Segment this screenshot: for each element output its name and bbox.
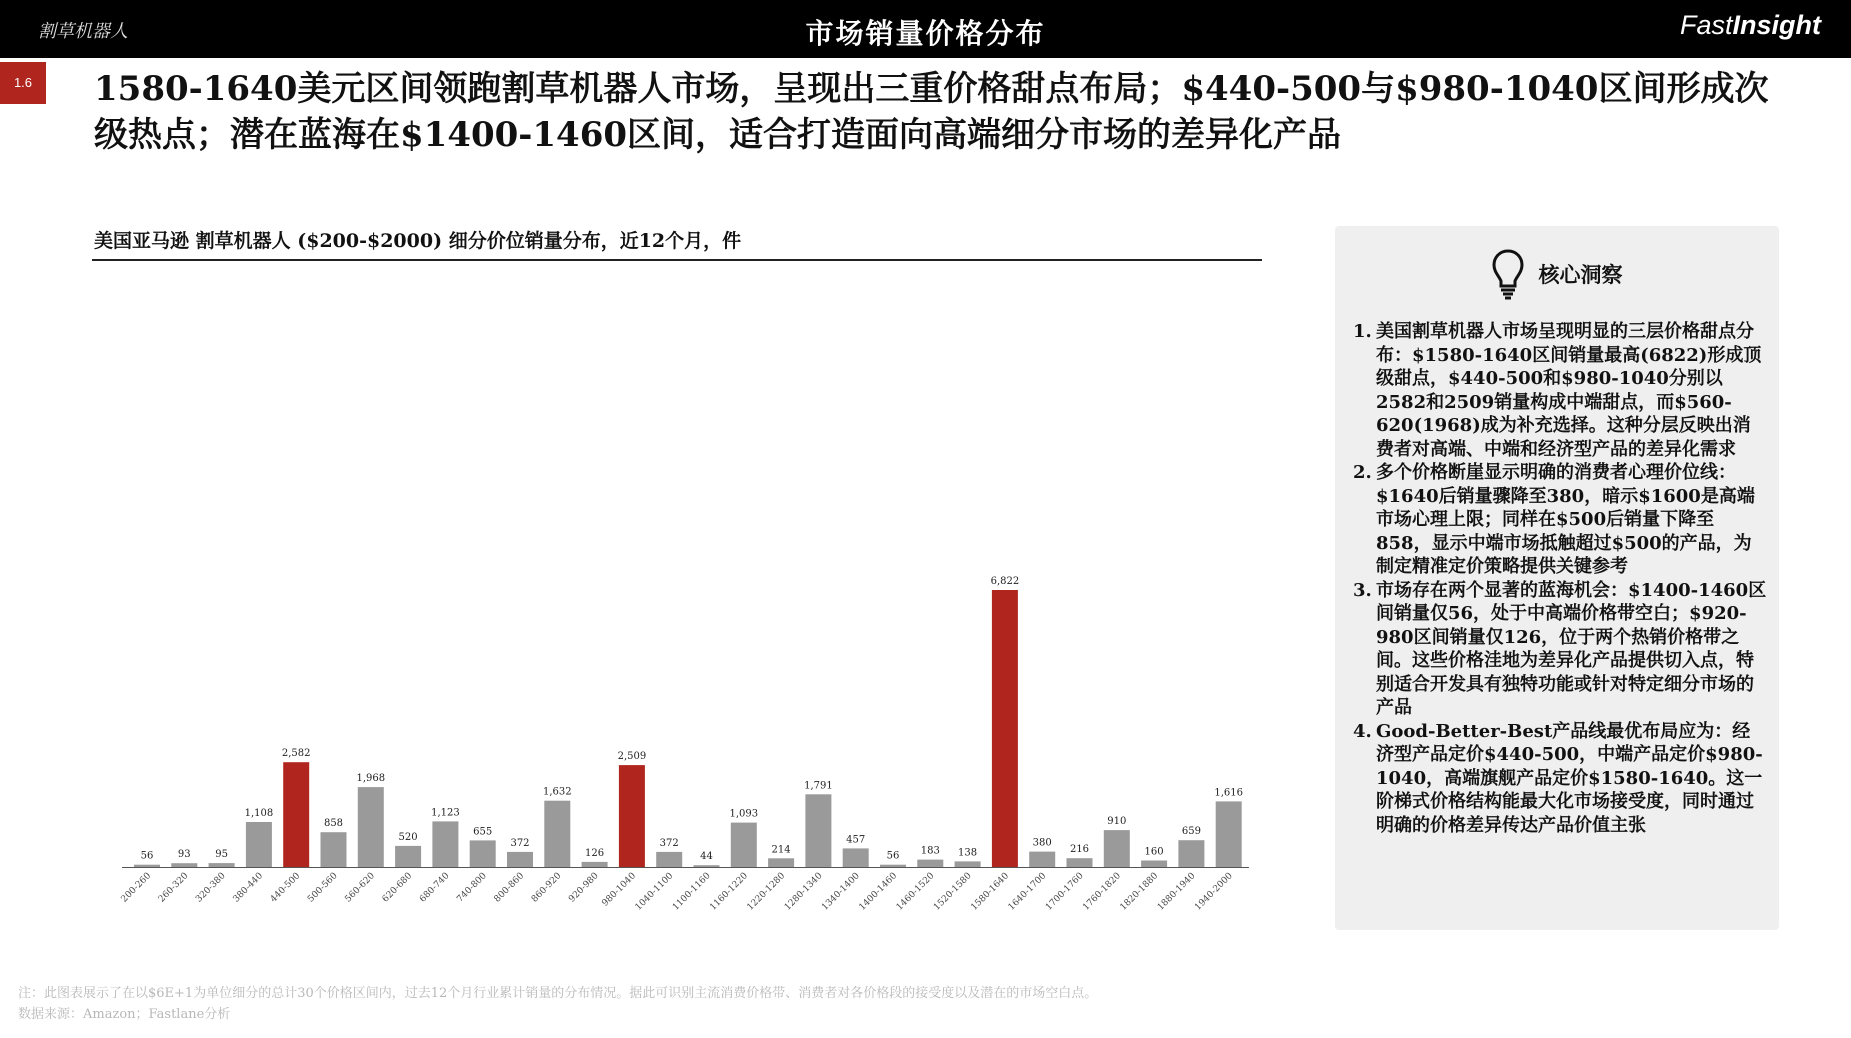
- x-tick-1100-1160: 1100-1160: [671, 871, 713, 913]
- data-label-1700-1760: 216: [1069, 844, 1090, 856]
- x-tick-1640-1700: 1640-1700: [1006, 871, 1049, 913]
- bar-1460-1520: [917, 860, 943, 867]
- x-tick-320-380: 320-380: [194, 871, 228, 905]
- x-tick-800-860: 800-860: [492, 871, 527, 905]
- x-tick-1820-1880: 1820-1880: [1118, 871, 1161, 913]
- bar-1160-1220: [731, 823, 757, 867]
- lightbulb-icon: [1491, 248, 1525, 300]
- brand-light: Fast: [1679, 10, 1733, 40]
- bar-1700-1760: [1067, 858, 1093, 867]
- data-label-1220-1280: 214: [771, 844, 791, 856]
- bar-1100-1160: [694, 865, 720, 867]
- bar-800-860: [507, 852, 533, 867]
- data-label-800-860: 372: [510, 837, 530, 849]
- brand-logo: [1680, 10, 1821, 41]
- bar-260-320: [171, 863, 197, 867]
- headline: 1580-1640美元区间领跑割草机器人市场，呈现出三重价格甜点布局；$440-500与$980-1040区间形成次级热点；潜在蓝海在$1400-1460区间，适合打造面向高端细分市场的差异化产品: [94, 69, 1769, 155]
- x-tick-560-620: 560-620: [343, 871, 377, 905]
- bar-1820-1880: [1141, 861, 1167, 868]
- x-tick-1340-1400: 1340-1400: [820, 871, 862, 913]
- x-tick-740-800: 740-800: [455, 871, 489, 905]
- data-label-740-800: 655: [473, 826, 493, 838]
- x-tick-1280-1340: 1280-1340: [782, 871, 825, 913]
- x-tick-1760-1820: 1760-1820: [1081, 871, 1123, 913]
- chart-title-divider: [92, 259, 1262, 261]
- section-label: 割草机器人: [38, 21, 128, 42]
- x-tick-380-440: 380-440: [231, 871, 266, 905]
- data-label-1100-1160: 44: [700, 851, 713, 863]
- insight-item-4: [1353, 720, 1767, 838]
- data-label-1880-1940: 659: [1181, 826, 1201, 838]
- insight-item-2: [1353, 461, 1767, 579]
- data-label-980-1040: 2,509: [617, 751, 647, 763]
- x-tick-200-260: 200-260: [119, 871, 154, 905]
- data-label-920-980: 126: [585, 847, 605, 859]
- x-tick-1940-2000: 1940-2000: [1193, 871, 1235, 913]
- bar-680-740: [432, 821, 458, 867]
- bar-560-620: [358, 787, 384, 867]
- insight-text: 美国割草机器人市场呈现明显的三层价格甜点分布：$1580-1640区间销量最高(6822)形成顶级甜点，$440-500和$980-1040分别以2582和2509销量构成中端甜点，而$560-620(1968)成为补充选择。这种分层反映出消费者对高端、中端和经济型产品的差异化需求: [1376, 321, 1762, 460]
- bar-200-260: [134, 865, 160, 867]
- top-bar: [0, 0, 1851, 58]
- page-title: 市场销量价格分布: [805, 17, 1046, 50]
- data-label-440-500: 2,582: [281, 748, 311, 760]
- bar-500-560: [321, 832, 347, 867]
- bar-1400-1460: [880, 865, 906, 867]
- x-tick-1160-1220: 1160-1220: [708, 871, 750, 913]
- bar-1520-1580: [955, 861, 981, 867]
- insight-number: 3.: [1353, 579, 1372, 601]
- bar-320-380: [209, 863, 235, 867]
- data-label-560-620: 1,968: [356, 773, 386, 785]
- insight-number: 1.: [1353, 321, 1372, 342]
- data-label-1340-1400: 457: [846, 834, 866, 846]
- bar-1580-1640: [992, 590, 1018, 867]
- bar-920-980: [582, 862, 608, 867]
- insight-item-3: [1353, 579, 1767, 720]
- bar-740-800: [470, 840, 496, 867]
- bar-980-1040: [619, 765, 645, 867]
- insight-list: [1353, 320, 1767, 837]
- data-label-1760-1820: 910: [1107, 816, 1127, 828]
- data-label-680-740: 1,123: [431, 807, 460, 819]
- insight-text: 市场存在两个显著的蓝海机会：$1400-1460区间销量仅56，处于中高端价格带空白；$920-980区间销量仅126，位于两个热销价格带之间。这些价格洼地为差异化产品提供切入点，特别适合开发具有独特功能或针对特定细分市场的产品: [1376, 579, 1767, 718]
- bar-chart: [92, 280, 1262, 920]
- bar-380-440: [246, 822, 272, 867]
- bar-1940-2000: [1216, 801, 1242, 867]
- x-tick-1700-1760: 1700-1760: [1044, 871, 1086, 913]
- insight-title: 核心洞察: [1538, 262, 1623, 287]
- insight-header: [1335, 248, 1779, 300]
- insight-text: Good-Better-Best产品线最优布局应为：经济型产品定价$440-500，中端产品定价$980-1040，高端旗舰产品定价$1580-1640。这一阶梯式价格结构能最大化市场接受度，同时通过明确的价格差异传达产品价值主张: [1376, 720, 1763, 836]
- data-label-1520-1580: 138: [958, 847, 978, 859]
- x-tick-440-500: 440-500: [268, 871, 303, 905]
- bar-1220-1280: [768, 858, 794, 867]
- data-label-500-560: 858: [323, 818, 344, 830]
- data-label-620-680: 520: [398, 831, 418, 843]
- x-tick-680-740: 680-740: [418, 871, 452, 905]
- x-tick-1460-1520: 1460-1520: [894, 871, 937, 913]
- x-tick-1520-1580: 1520-1580: [932, 871, 974, 913]
- insight-number: 2.: [1353, 462, 1372, 483]
- insight-item-1: [1353, 320, 1767, 461]
- data-label-1280-1340: 1,791: [804, 780, 833, 792]
- bar-1040-1100: [656, 852, 682, 867]
- x-tick-620-680: 620-680: [380, 871, 415, 905]
- slide-number-badge: 1.6: [0, 62, 46, 104]
- data-label-1820-1880: 160: [1144, 846, 1164, 858]
- x-tick-1220-1280: 1220-1280: [745, 871, 788, 913]
- data-label-320-380: 95: [215, 849, 228, 861]
- bar-620-680: [395, 846, 421, 867]
- brand-bold: Insight: [1732, 10, 1821, 40]
- data-label-860-920: 1,632: [542, 786, 572, 798]
- data-label-200-260: 56: [140, 850, 154, 862]
- data-label-1040-1100: 372: [659, 837, 679, 849]
- x-tick-980-1040: 980-1040: [600, 871, 639, 909]
- data-label-380-440: 1,108: [244, 808, 274, 819]
- insight-panel: [1335, 226, 1779, 930]
- bar-440-500: [283, 762, 309, 867]
- x-tick-500-560: 500-560: [306, 871, 340, 905]
- insight-text: 多个价格断崖显示明确的消费者心理价位线：$1640后销量骤降至380，暗示$1600是高端市场心理上限；同样在$500后销量下降至858，显示中端市场抵触超过$500的产品，为制定精准定价策略提供关键参考: [1376, 462, 1755, 577]
- bar-1640-1700: [1029, 852, 1055, 867]
- x-tick-860-920: 860-920: [529, 871, 564, 905]
- chart-title: 美国亚马逊 割草机器人 ($200-$2000) 细分价位销量分布，近12个月，件: [94, 230, 742, 252]
- data-label-1940-2000: 1,616: [1214, 787, 1244, 799]
- x-tick-1880-1940: 1880-1940: [1155, 871, 1198, 913]
- data-label-260-320: 93: [177, 849, 191, 861]
- x-tick-260-320: 260-320: [156, 871, 191, 905]
- x-tick-920-980: 920-980: [567, 871, 601, 905]
- data-label-1160-1220: 1,093: [729, 808, 759, 820]
- x-tick-1580-1640: 1580-1640: [969, 871, 1012, 913]
- x-tick-1400-1460: 1400-1460: [857, 871, 900, 913]
- insight-number: 4.: [1353, 720, 1372, 742]
- bar-1760-1820: [1104, 830, 1130, 867]
- data-label-1460-1520: 183: [920, 845, 940, 857]
- data-source: 数据来源：Amazon；Fastlane分析: [18, 1007, 231, 1022]
- footnote: 注：此图表展示了在以$6E+1为单位细分的总计30个价格区间内，过去12个月行业累计销量的分布情况。据此可识别主流消费价格带、消费者对各价格段的接受度以及潜在的市场空白点。: [18, 986, 1098, 1001]
- x-tick-1040-1100: 1040-1100: [633, 871, 676, 913]
- bar-1340-1400: [843, 848, 869, 867]
- bar-1880-1940: [1178, 840, 1204, 867]
- bar-1280-1340: [805, 794, 831, 867]
- data-label-1580-1640: 6,822: [990, 576, 1020, 587]
- data-label-1640-1700: 380: [1032, 837, 1052, 849]
- data-label-1400-1460: 56: [886, 850, 900, 862]
- bar-860-920: [544, 801, 570, 867]
